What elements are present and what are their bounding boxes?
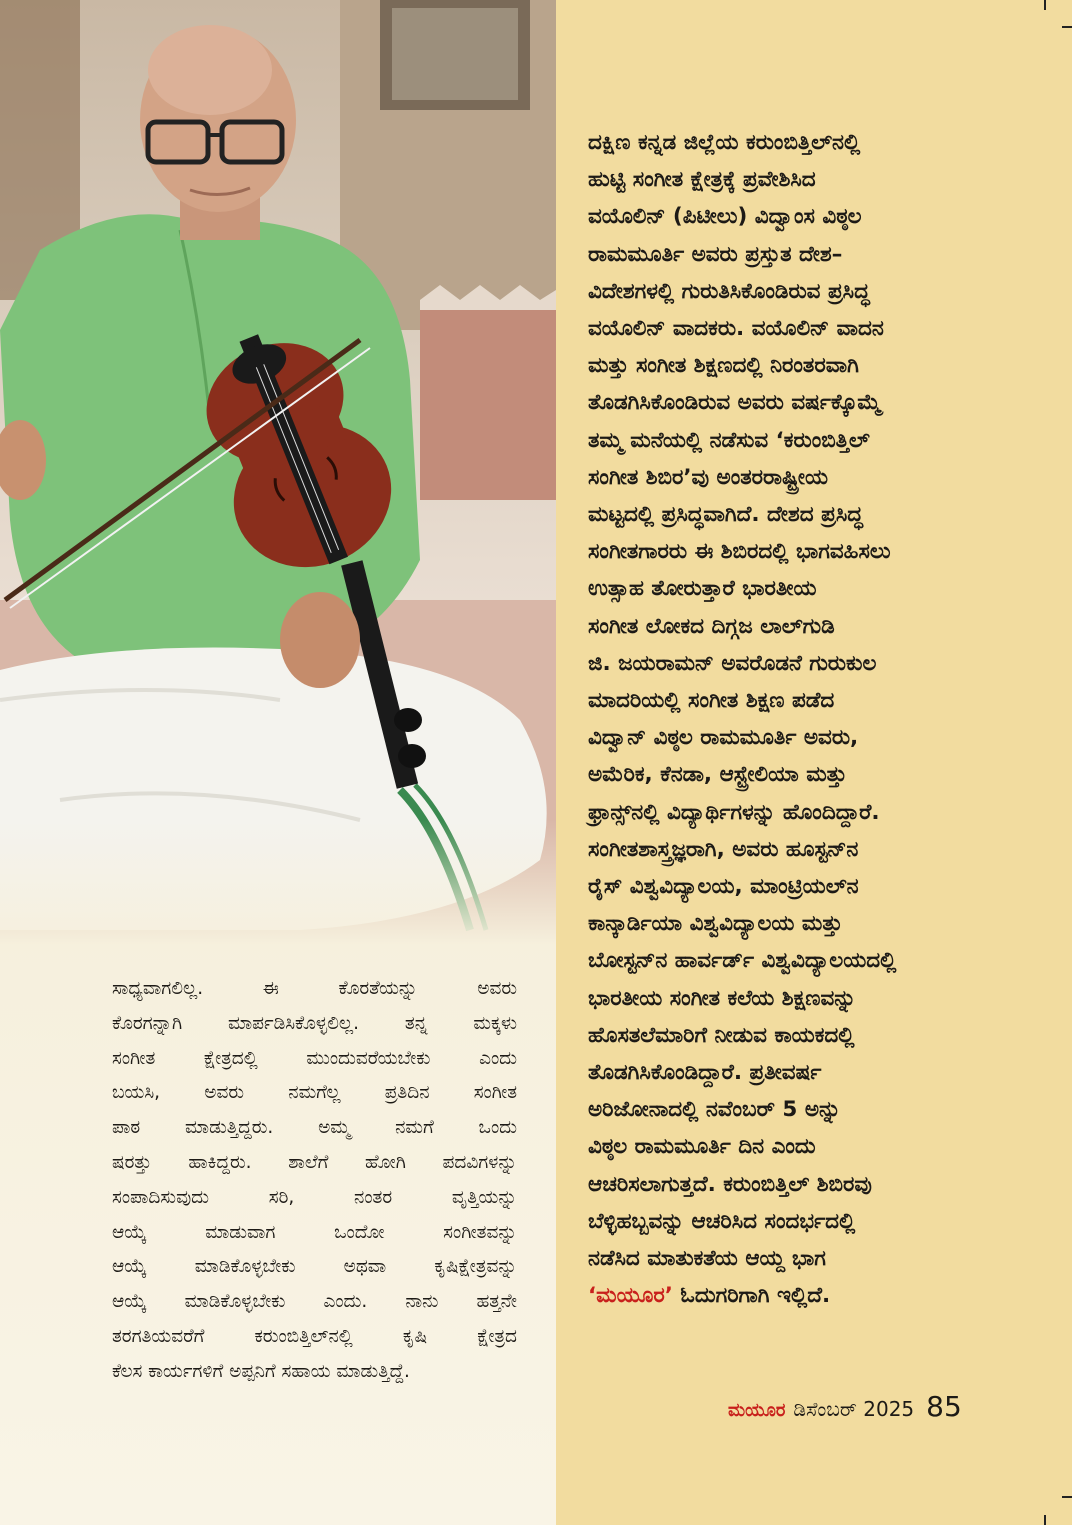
text-line: ರಾಮಮೂರ್ತಿ ಅವರು ಪ್ರಸ್ತುತ ದೇಶ– <box>588 241 843 267</box>
crop-mark <box>1062 26 1072 28</box>
photo-fade <box>0 820 556 945</box>
text-line: ದಕ್ಷಿಣ ಕನ್ನಡ ಜಿಲ್ಲೆಯ ಕರುಂಬಿತ್ತಿಲ್‌ನಲ್ಲಿ <box>588 130 861 155</box>
text-line: ಬಯಸಿ, ಅವರು ನಮಗೆಲ್ಲ ಪ್ರತಿದಿನ ಸಂಗೀತ <box>112 1082 517 1104</box>
text-line: ವಿದೇಶಗಳಲ್ಲಿ ಗುರುತಿಸಿಕೊಂಡಿರುವ ಪ್ರಸಿದ್ಧ <box>588 278 870 304</box>
text-line: ತರಗತಿಯವರೆಗೆ ಕರುಂಬಿತ್ತಿಲ್‌ನಲ್ಲಿ ಕೃಷಿ ಕ್ಷೇತ್ರದ <box>112 1325 517 1347</box>
text-line: ಸಂಗೀತಗಾರರು ಈ ಶಿಬಿರದಲ್ಲಿ ಭಾಗವಹಿಸಲು <box>588 539 891 565</box>
text-line: ಅಮೆರಿಕ, ಕೆನಡಾ, ಆಸ್ಟ್ರೇಲಿಯಾ ಮತ್ತು <box>588 762 847 788</box>
left-column-text <box>112 972 517 1390</box>
text-line: ಮತ್ತು ಸಂಗೀತ ಶಿಕ್ಷಣದಲ್ಲಿ ನಿರಂತರವಾಗಿ <box>588 353 859 379</box>
magazine-brand: ಮಯೂರ <box>728 1400 786 1421</box>
text-line: ರೈಸ್ ವಿಶ್ವವಿದ್ಯಾಲಯ, ಮಾಂಟ್ರಿಯಲ್‌ನ <box>588 874 859 900</box>
text-line: ಸಂಪಾದಿಸುವುದು ಸರಿ, ನಂತರ ವೃತ್ತಿಯನ್ನು <box>112 1186 517 1208</box>
text-line: ಭಾರತೀಯ ಸಂಗೀತ ಕಲೆಯ ಶಿಕ್ಷಣವನ್ನು <box>588 985 856 1011</box>
text-line: ಅರಿಜೋನಾದಲ್ಲಿ ನವೆಂಬರ್ 5 ಅನ್ನು <box>588 1097 841 1123</box>
text-line: ಸಂಗೀತಶಾಸ್ತ್ರಜ್ಞರಾಗಿ, ಅವರು ಹೂಸ್ಟನ್‌ನ <box>588 836 859 862</box>
text-line: ಫ್ರಾನ್ಸ್‌ನಲ್ಲಿ ವಿದ್ಯಾರ್ಥಿಗಳನ್ನು ಹೊಂದಿದ್ದಾರೆ. <box>588 799 880 825</box>
text-line: ವಯೊಲಿನ್ (ಪಿಟೀಲು) ವಿದ್ವಾಂಸ ವಿಠ್ಠಲ <box>588 204 862 230</box>
text-line: ವಿಠ್ಠಲ ರಾಮಮೂರ್ತಿ ದಿನ ಎಂದು <box>588 1134 816 1160</box>
text-line: ಪಾಠ ಮಾಡುತ್ತಿದ್ದರು. ಅಮ್ಮ ನಮಗೆ ಒಂದು <box>112 1117 517 1139</box>
text-line: ನಡೆಸಿದ ಮಾತುಕತೆಯ ಆಯ್ದ ಭಾಗ <box>588 1246 826 1272</box>
text-line: ಜಿ. ಜಯರಾಮನ್ ಅವರೊಡನೆ ಗುರುಕುಲ <box>588 650 877 676</box>
text-line: ತೊಡಗಿಸಿಕೊಂಡಿದ್ದಾರೆ. ಪ್ರತೀವರ್ಷ <box>588 1060 822 1086</box>
text-line: ತಮ್ಮ ಮನೆಯಲ್ಲಿ ನಡೆಸುವ ‘ಕರುಂಬಿತ್ತಿಲ್ <box>588 427 870 453</box>
violinist-photo <box>0 0 556 945</box>
text-line: ಆಚರಿಸಲಾಗುತ್ತದೆ. ಕರುಂಬಿತ್ತಿಲ್ ಶಿಬಿರವು <box>588 1171 872 1197</box>
text-line: ಮಟ್ಟದಲ್ಲಿ ಪ್ರಸಿದ್ಧವಾಗಿದೆ. ದೇಶದ ಪ್ರಸಿದ್ಧ <box>588 502 863 528</box>
issue-date: ಡಿಸೆಂಬರ್ 2025 <box>793 1397 915 1421</box>
text-line: ಮಾದರಿಯಲ್ಲಿ ಸಂಗೀತ ಶಿಕ್ಷಣ ಪಡೆದ <box>588 688 835 714</box>
text-line: ಆಯ್ಕೆ ಮಾಡುವಾಗ ಒಂದೋ ಸಂಗೀತವನ್ನು <box>112 1221 517 1243</box>
magazine-name-highlight: ‘ಮಯೂರ’ <box>588 1283 673 1309</box>
text-line: ತೊಡಗಿಸಿಕೊಂಡಿರುವ ಅವರು ವರ್ಷಕ್ಕೊಮ್ಮೆ <box>588 390 882 416</box>
text-line: ಸಂಗೀತ ಶಿಬಿರ’ವು ಅಂತರರಾಷ್ಟ್ರೀಯ <box>588 464 829 490</box>
crop-mark <box>1044 1515 1046 1525</box>
text-line: ಬೆಳ್ಳಿಹಬ್ಬವನ್ನು ಆಚರಿಸಿದ ಸಂದರ್ಭದಲ್ಲಿ <box>588 1208 856 1234</box>
text-line: ವಯೊಲಿನ್ ವಾದಕರು. ವಯೊಲಿನ್ ವಾದನ <box>588 316 884 342</box>
text-line: ಷರತ್ತು ಹಾಕಿದ್ದರು. ಶಾಲೆಗೆ ಹೋಗಿ ಪದವಿಗಳನ್ನು <box>112 1151 517 1173</box>
text-line: ಸಂಗೀತ ಕ್ಷೇತ್ರದಲ್ಲಿ ಮುಂದುವರೆಯಬೇಕು ಎಂದು <box>112 1047 517 1069</box>
text-line: ಉತ್ಸಾಹ ತೋರುತ್ತಾರೆ ಭಾರತೀಯ <box>588 576 817 602</box>
text-line: ಬೋಸ್ಟನ್‌ನ ಹಾರ್ವರ್ಡ್ ವಿಶ್ವವಿದ್ಯಾಲಯದಲ್ಲಿ <box>588 948 897 974</box>
violinist-illustration <box>0 0 556 945</box>
text-line: ಕಾನ್ಕಾರ್ಡಿಯಾ ವಿಶ್ವವಿದ್ಯಾಲಯ ಮತ್ತು <box>588 911 843 937</box>
final-line-rest: ಓದುಗರಿಗಾಗಿ ಇಲ್ಲಿದೆ. <box>672 1283 831 1309</box>
right-column-text <box>588 124 968 1315</box>
text-line: ಕೆಲಸ ಕಾರ್ಯಗಳಿಗೆ ಅಪ್ಪನಿಗೆ ಸಹಾಯ ಮಾಡುತ್ತಿದ್ದೆ. <box>112 1360 410 1382</box>
page-footer <box>728 1390 962 1430</box>
text-line: ಹುಟ್ಟಿ ಸಂಗೀತ ಕ್ಷೇತ್ರಕ್ಕೆ ಪ್ರವೇಶಿಸಿದ <box>588 167 816 193</box>
crop-mark <box>1062 1496 1072 1498</box>
text-line: ವಿದ್ವಾನ್ ವಿಠ್ಠಲ ರಾಮಮೂರ್ತಿ ಅವರು, <box>588 725 859 751</box>
text-line: ಆಯ್ಕೆ ಮಾಡಿಕೊಳ್ಳಬೇಕು ಅಥವಾ ಕೃಷಿಕ್ಷೇತ್ರವನ್ನು <box>112 1256 517 1278</box>
text-line: ಸಂಗೀತ ಲೋಕದ ದಿಗ್ಗಜ ಲಾಲ್‌ಗುಡಿ <box>588 613 835 639</box>
final-text-line <box>588 1277 968 1314</box>
text-line: ಕೊರಗನ್ನಾಗಿ ಮಾರ್ಪಡಿಸಿಕೊಳ್ಳಲಿಲ್ಲ. ತನ್ನ ಮಕ್ಕಳು <box>112 1012 517 1034</box>
text-line: ಹೊಸತಲೆಮಾರಿಗೆ ನೀಡುವ ಕಾಯಕದಲ್ಲಿ <box>588 1022 855 1048</box>
text-line: ಸಾಧ್ಯವಾಗಲಿಲ್ಲ. ಈ ಕೊರತೆಯನ್ನು ಅವರು <box>112 978 517 999</box>
page-number: 85 <box>926 1390 962 1423</box>
crop-mark <box>1044 0 1046 10</box>
text-line: ಆಯ್ಕೆ ಮಾಡಿಕೊಳ್ಳಬೇಕು ಎಂದು. ನಾನು ಹತ್ತನೇ <box>112 1291 517 1313</box>
